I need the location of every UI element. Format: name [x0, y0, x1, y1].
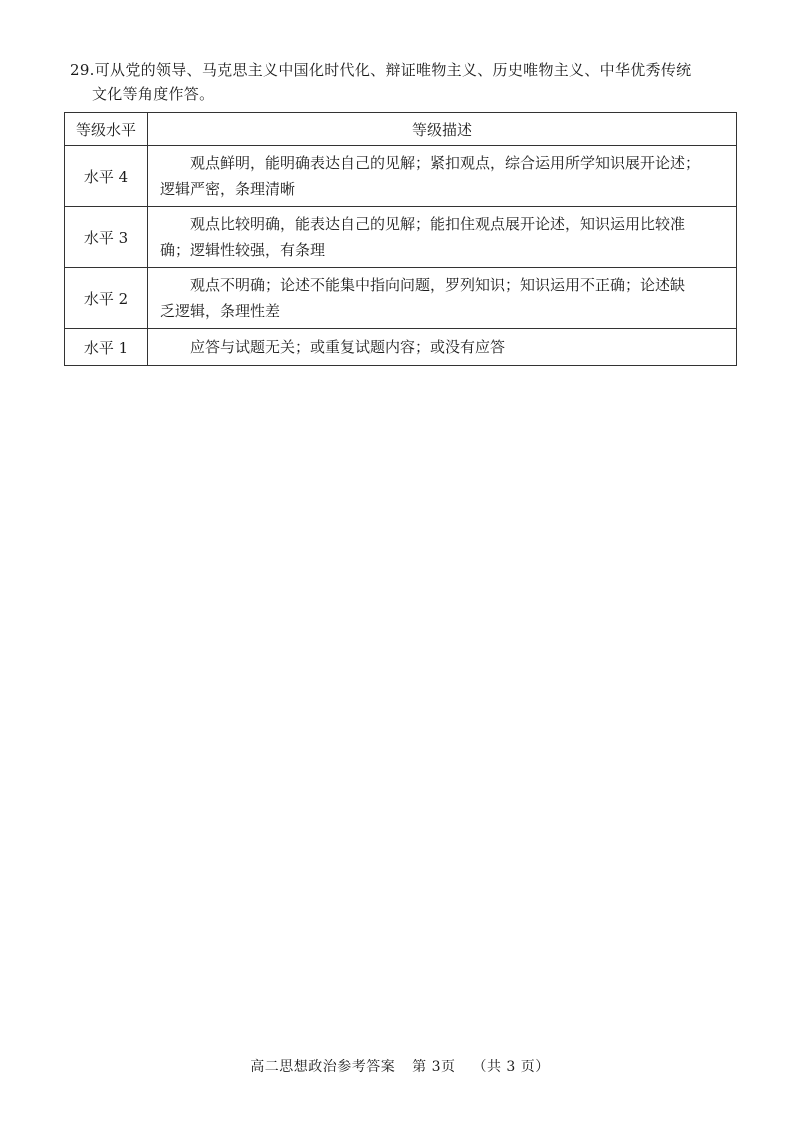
description-line: 观点不明确；论述不能集中指向问题，罗列知识；知识运用不正确；论述缺 [190, 276, 686, 294]
description-line: 逻辑严密，条理清晰 [160, 180, 296, 198]
description-cell [148, 207, 737, 268]
header-level: 等级水平 [65, 113, 148, 146]
footer-total-pages: （共 3 页） [472, 1059, 550, 1075]
table-row [65, 146, 737, 207]
description-cell [148, 268, 737, 329]
table-row [65, 329, 737, 366]
description-line: 观点鲜明，能明确表达自己的见解；紧扣观点，综合运用所学知识展开论述； [190, 154, 701, 172]
description-line: 应答与试题无关；或重复试题内容；或没有应答 [190, 338, 506, 356]
footer-title: 高二思想政治参考答案 [250, 1059, 396, 1075]
level-cell: 水平 3 [65, 207, 148, 268]
grading-table [64, 112, 737, 366]
description-line: 乏逻辑，条理性差 [160, 302, 281, 320]
page-footer [0, 1056, 800, 1076]
level-cell: 水平 1 [65, 329, 148, 366]
description-cell [148, 146, 737, 207]
table-row [65, 268, 737, 329]
table-header-row [65, 113, 737, 146]
table-row [65, 207, 737, 268]
footer-page-number: 第 3页 [412, 1059, 456, 1075]
question-text-line-1: 29.可从党的领导、马克思主义中国化时代化、辩证唯物主义、历史唯物主义、中华优秀传统 [70, 61, 692, 79]
header-description: 等级描述 [148, 113, 737, 146]
level-cell: 水平 2 [65, 268, 148, 329]
description-line: 观点比较明确，能表达自己的见解；能扣住观点展开论述，知识运用比较准 [190, 215, 686, 233]
question-text-line-2: 文化等角度作答。 [92, 85, 215, 103]
level-cell: 水平 4 [65, 146, 148, 207]
description-cell [148, 329, 737, 366]
question-29 [70, 58, 742, 106]
description-line: 确；逻辑性较强，有条理 [160, 241, 326, 259]
